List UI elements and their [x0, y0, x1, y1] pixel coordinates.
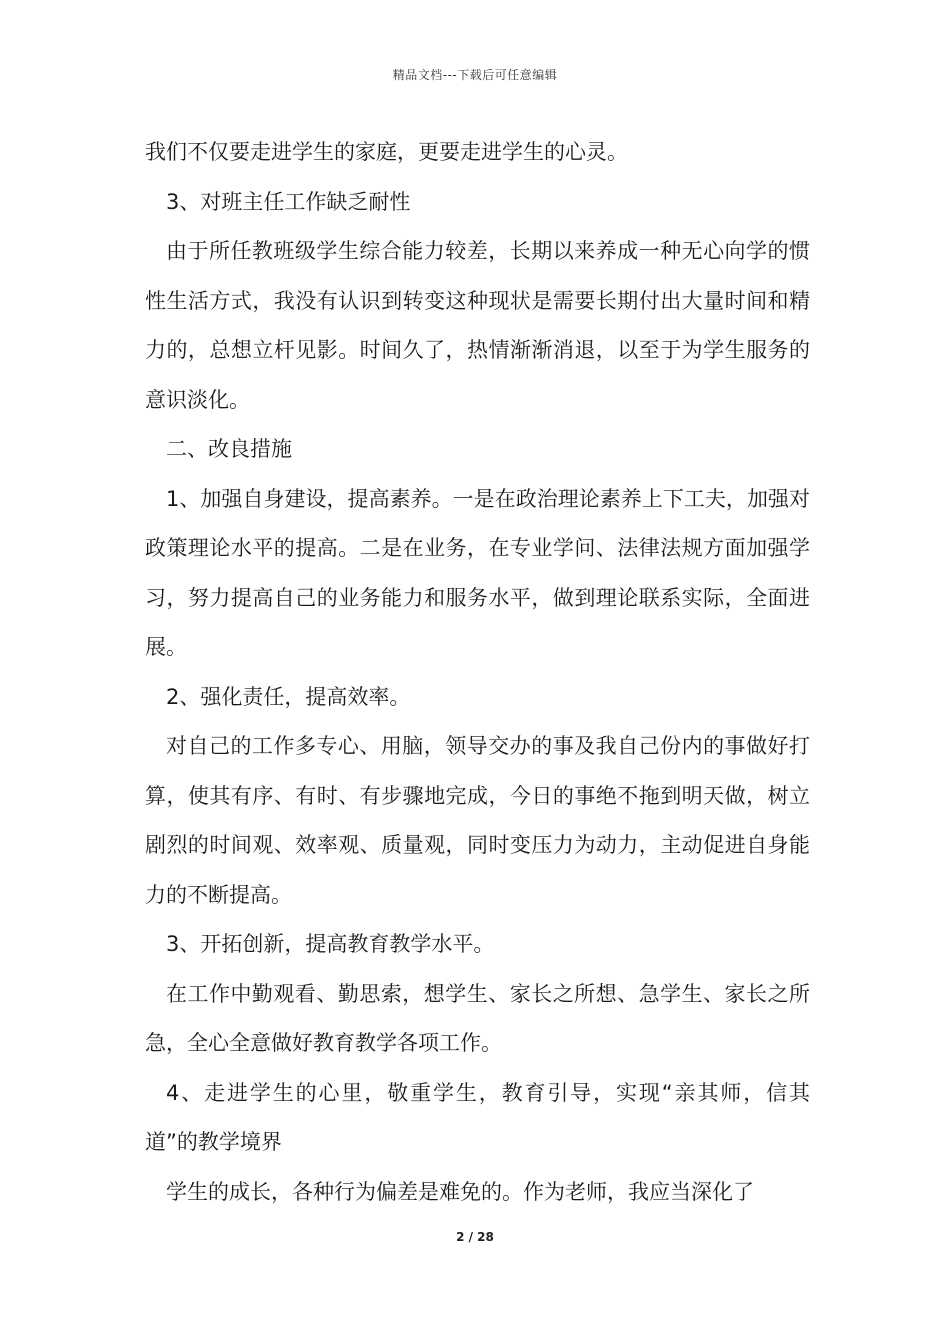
section-heading: 二、改良措施 — [166, 437, 292, 461]
paragraph: 1、加强自身建设，提高素养。一是在政治理论素养上下工夫，加强对政策理论水平的提高。二是在业务，在专业学问、法律法规方面加强学习，努力提高自己的业务能力和服务水平，做到理论联系实际，全面进展。 — [145, 486, 810, 659]
paragraph: 由于所任教班级学生综合能力较差，长期以来养成一种无心向学的惯性生活方式，我没有认识到转变这种现状是需要长期付出大量时间和精力的，总想立杆见影。时间久了，热情渐渐消退，以至于为学生服务的意识淡化。 — [145, 239, 810, 412]
paragraph: 对自己的工作多专心、用脑，领导交办的事及我自己份内的事做好打算，使其有序、有时、有步骤地完成，今日的事绝不拖到明天做，树立剧烈的时间观、效率观、质量观，同时变压力为动力，主动促进自身能力的不断提高。 — [145, 734, 810, 907]
paragraph: 我们不仅要走进学生的家庭，更要走进学生的心灵。 — [145, 140, 628, 164]
page-number: 2 / 28 — [456, 1230, 494, 1244]
document-body — [145, 128, 810, 1217]
page-header: 精品文档---下载后可任意编辑 — [392, 68, 558, 82]
paragraph: 学生的成长，各种行为偏差是难免的。作为老师，我应当深化了 — [166, 1179, 754, 1204]
section-heading: 2、强化责任，提高效率。 — [166, 684, 411, 709]
paragraph: 在工作中勤观看、勤思索，想学生、家长之所想、急学生、家长之所急，全心全意做好教育教学各项工作。 — [145, 981, 810, 1055]
section-heading: 3、开拓创新，提高教育教学水平。 — [166, 932, 495, 956]
section-heading: 3、对班主任工作缺乏耐性 — [166, 189, 411, 214]
section-heading: 4、走进学生的心里，敬重学生，教育引导，实现“亲其师，信其道”的教学境界 — [145, 1080, 810, 1154]
